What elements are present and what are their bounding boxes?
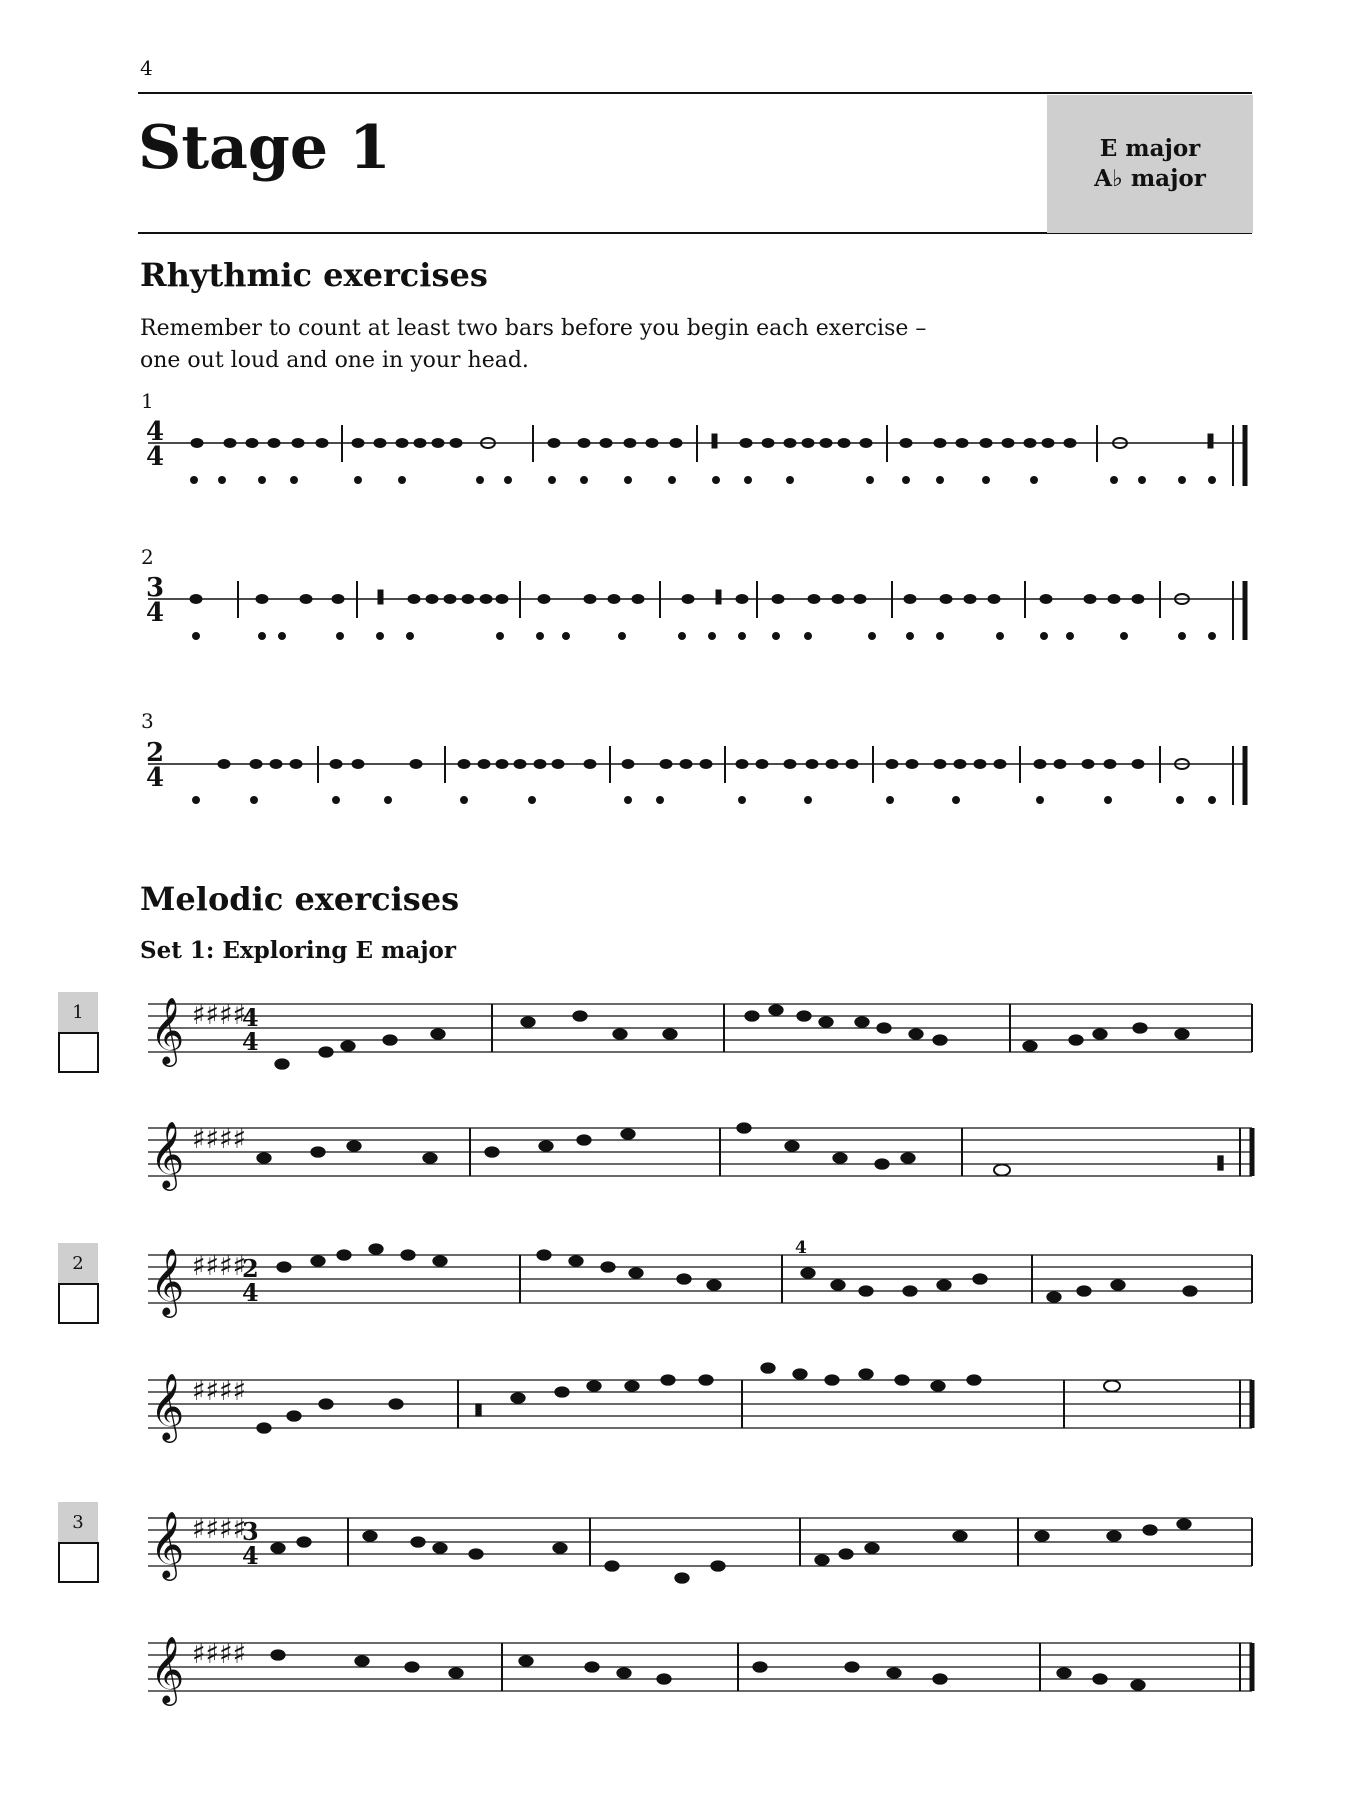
rhythm2-barlines	[238, 581, 1245, 640]
time-sig-top-2: 3	[146, 573, 165, 603]
rhythm-exercise-number-1: 1	[141, 389, 154, 413]
treble-clef-icon: 𝄞	[150, 1372, 185, 1440]
staff-1a	[148, 996, 1252, 1069]
melodic-exercise-label-1: 1	[58, 992, 98, 1032]
treble-clef-icon: 𝄞	[150, 996, 185, 1064]
rhythm2-pulse	[193, 633, 1216, 640]
treble-clef-icon: 𝄞	[150, 1120, 185, 1188]
staff-3b	[148, 1635, 1252, 1706]
mel-time-bottom-1: 4	[242, 1027, 259, 1056]
key-label-a-flat-major: A♭ major	[1094, 165, 1206, 192]
rhythm-exercise-number-3: 3	[141, 709, 154, 733]
melodic-staves	[148, 996, 1252, 1706]
staff-2b	[148, 1363, 1252, 1443]
time-sig-top-3: 2	[146, 738, 165, 768]
mel-time-bottom-2: 4	[242, 1278, 259, 1307]
fingering-mark: 4	[795, 1238, 807, 1258]
set-title: Set 1: Exploring E major	[140, 937, 457, 964]
mel-time-top-1: 4	[242, 1003, 259, 1032]
key-sharps-icon: ♯♯♯♯	[192, 1512, 247, 1545]
key-sharps-icon: ♯♯♯♯	[192, 998, 247, 1031]
treble-clef-icon: 𝄞	[150, 1635, 185, 1703]
time-sig-bottom-2: 4	[146, 598, 165, 628]
key-sharps-icon: ♯♯♯♯	[192, 1122, 247, 1155]
staff-1b	[148, 1120, 1252, 1191]
time-sig-bottom-1: 4	[146, 442, 165, 472]
page-number: 4	[140, 56, 153, 80]
time-sig-bottom-3: 4	[146, 763, 165, 793]
rhythm1-notes	[191, 434, 1213, 448]
staff-3a	[148, 1510, 1252, 1583]
rhythm3-notes	[218, 759, 1189, 769]
mel-time-top-3: 3	[242, 1517, 259, 1546]
mel-time-bottom-3: 4	[242, 1541, 259, 1570]
rhythm2-notes	[190, 590, 1189, 604]
rhythm1-pulse	[191, 477, 1216, 484]
rhythm3-barlines	[318, 746, 1245, 805]
time-sig-top-1: 4	[146, 417, 165, 447]
stage-title: Stage 1	[138, 113, 391, 183]
staff-2a	[148, 1244, 1252, 1318]
rhythm1-barlines	[342, 425, 1245, 486]
key-sharps-icon: ♯♯♯♯	[192, 1374, 247, 1407]
rhythm3-pulse	[193, 797, 1216, 804]
rhythm-lines	[146, 417, 1245, 805]
melodic-heading: Melodic exercises	[140, 880, 460, 918]
intro-line-1: Remember to count at least two bars before you begin each exercise –	[140, 316, 927, 341]
mel-time-top-2: 2	[242, 1254, 259, 1283]
treble-clef-icon: 𝄞	[150, 1247, 185, 1315]
rhythmic-heading: Rhythmic exercises	[140, 256, 488, 294]
rhythm-exercise-number-2: 2	[141, 545, 154, 569]
treble-clef-icon: 𝄞	[150, 1510, 185, 1578]
key-sharps-icon: ♯♯♯♯	[192, 1249, 247, 1282]
key-sharps-icon: ♯♯♯♯	[192, 1637, 247, 1670]
intro-line-2: one out loud and one in your head.	[140, 348, 529, 373]
melodic-exercise-label-2: 2	[58, 1243, 98, 1283]
key-label-e-major: E major	[1099, 135, 1201, 162]
melodic-exercise-label-3: 3	[58, 1502, 98, 1542]
